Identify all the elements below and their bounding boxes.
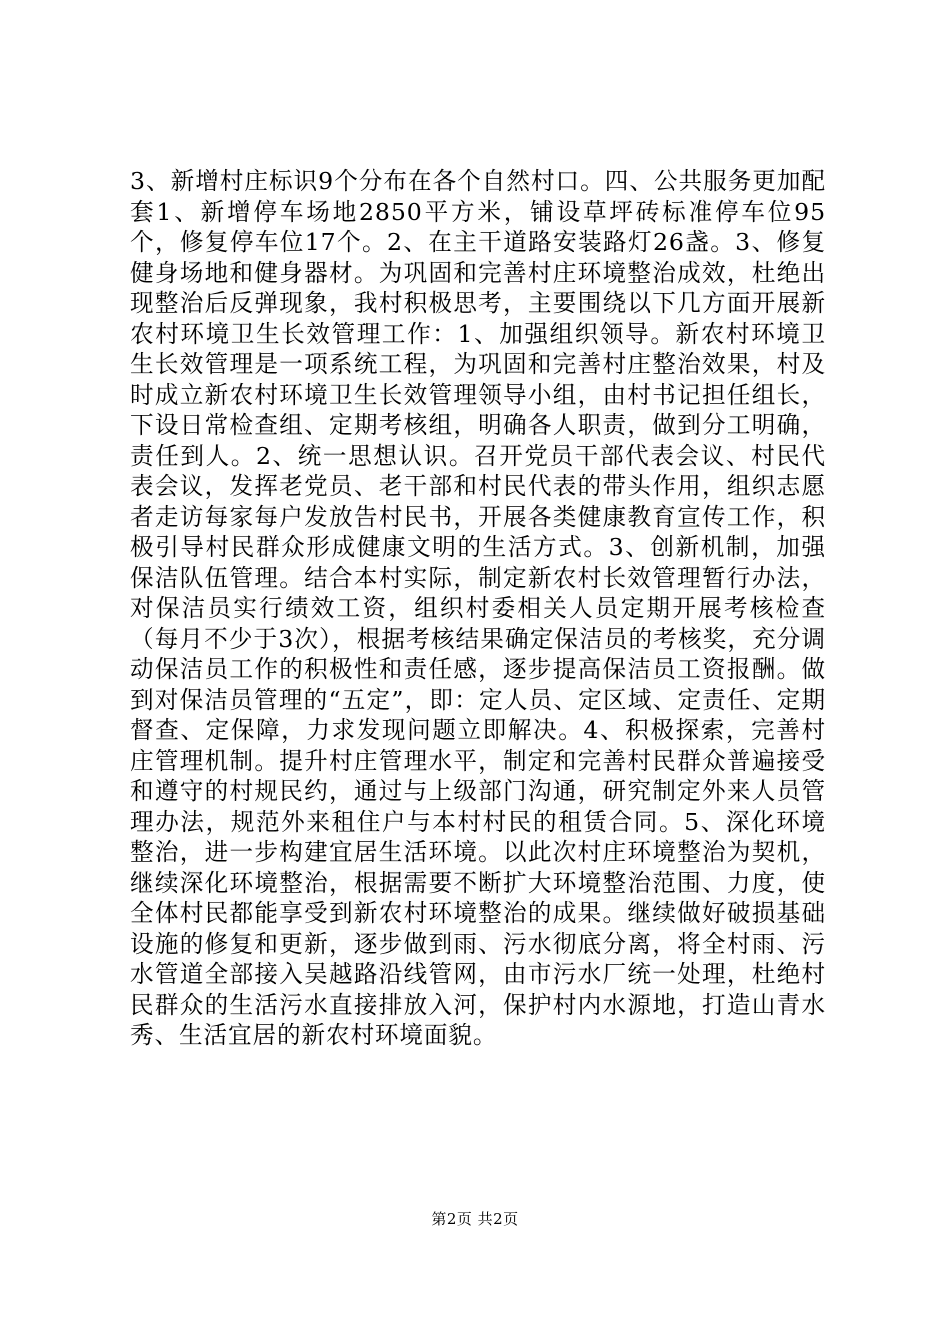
page-number-footer: 第2页 共2页	[431, 1210, 519, 1228]
body-paragraph: 3、新增村庄标识9个分布在各个自然村口。四、公共服务更加配套1、新增停车场地2850平方米，铺设草坪砖标准停车位95个，修复停车位17个。2、在主干道路安装路灯26盏。3、修复健身场地和健身器材。为巩固和完善村庄环境整治成效，杜绝出现整治后反弹现象，我村积极思考，主要围绕以下几方面开展新农村环境卫生长效管理工作：1、加强组织领导。新农村环境卫生长效管理是一项系统工程，为巩固和完善村庄整治效果，村及时成立新农村环境卫生长效管理领导小组，由村书记担任组长，下设日常检查组、定期考核组，明确各人职责，做到分工明确，责任到人。2、统一思想认识。召开党员干部代表会议、村民代表会议，发挥老党员、老干部和村民代表的带头作用，组织志愿者走访每家每户发放告村民书，开展各类健康教育宣传工作，积极引导村民群众形成健康文明的生活方式。3、创新机制，加强保洁队伍管理。结合本村实际，制定新农村长效管理暂行办法，对保洁员实行绩效工资，组织村委相关人员定期开展考核检查（每月不少于3次），根据考核结果确定保洁员的考核奖，充分调动保洁员工作的积极性和责任感，逐步提高保洁员工资报酬。做到对保洁员管理的“五定”，即：定人员、定区域、定责任、定期督查、定保障，力求发现问题立即解决。4、积极探索，完善村庄管理机制。提升村庄管理水平，制定和完善村民群众普遍接受和遵守的村规民约，通过与上级部门沟通，研究制定外来人员管理办法，规范外来租住户与本村村民的租赁合同。5、深化环境整治，进一步构建宜居生活环境。以此次村庄环境整治为契机，继续深化环境整治，根据需要不断扩大环境整治范围、力度，使全体村民都能享受到新农村环境整治的成果。继续做好破损基础设施的修复和更新，逐步做到雨、污水彻底分离，将全村雨、污水管道全部接入吴越路沿线管网，由市污水厂统一处理，杜绝村民群众的生活污水直接排放入河，保护村内水源地，打造山青水秀、生活宜居的新农村环境面貌。	[130, 167, 826, 1049]
